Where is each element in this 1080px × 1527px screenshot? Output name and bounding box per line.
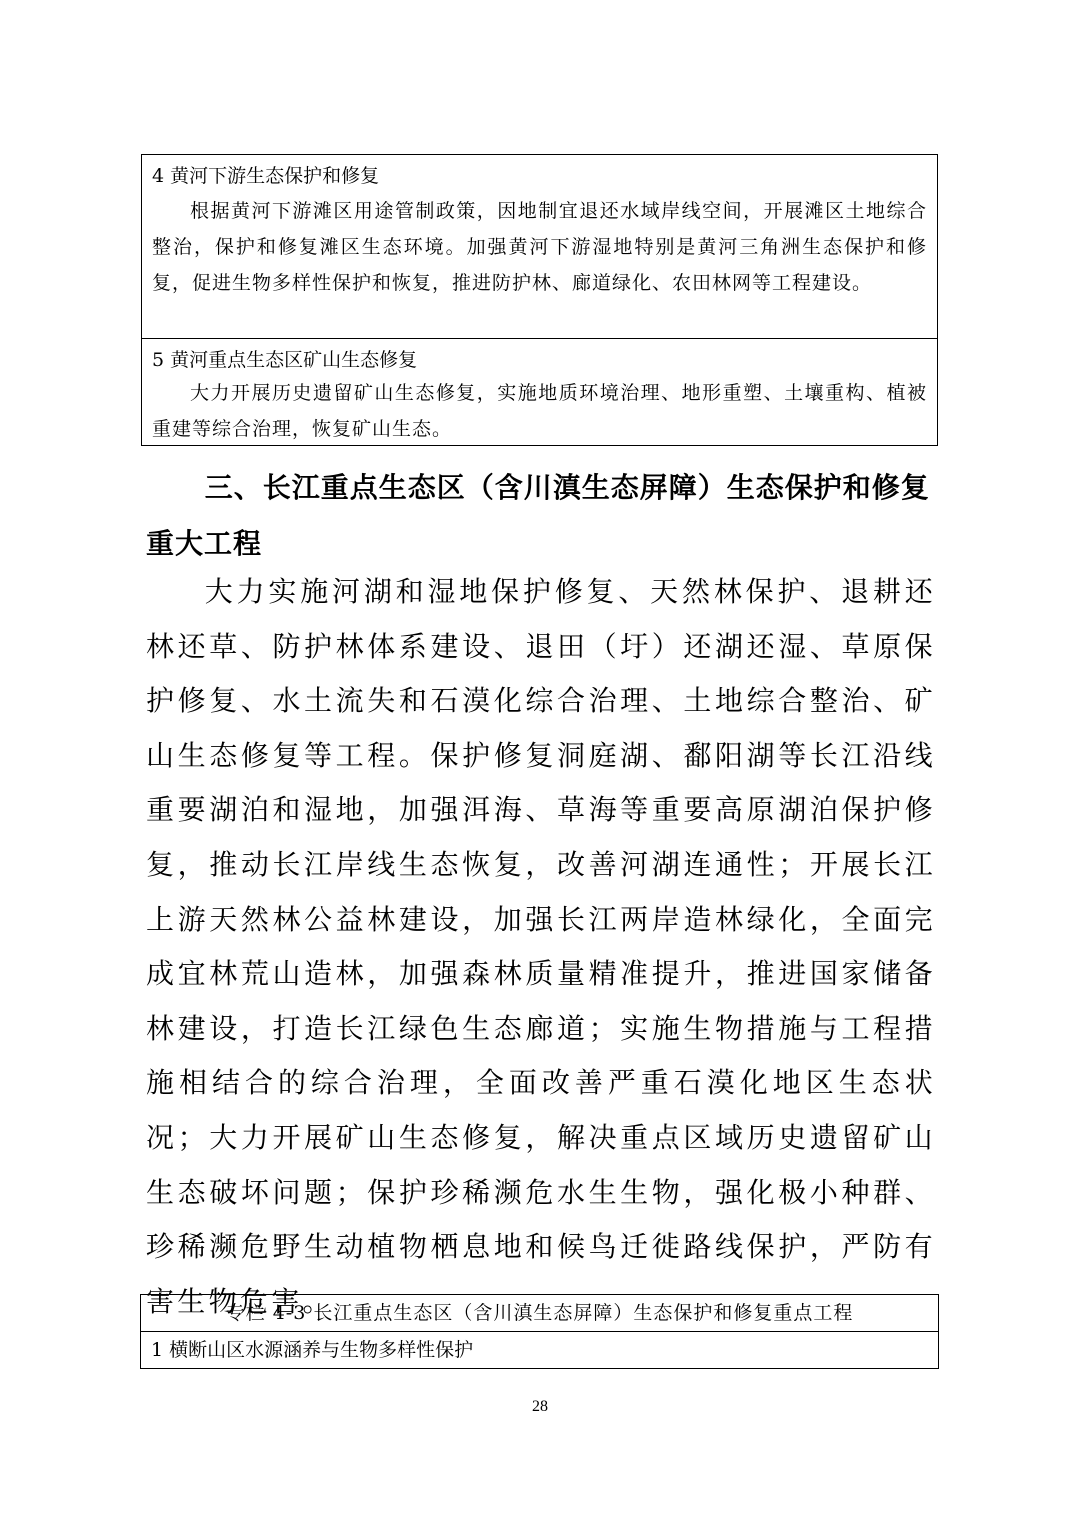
page-number: 28 xyxy=(532,1398,548,1415)
column-box-caption: 专栏 4-3 长江重点生态区（含川滇生态屏障）生态保护和修复重点工程 xyxy=(141,1295,938,1332)
box-item-5-text: 大力开展历史遗留矿山生态修复，实施地质环境治理、地形重塑、土壤重构、植被重建等综合治理，恢复矿山生态。 xyxy=(152,382,927,440)
box-item-5-title: 5 黄河重点生态区矿山生态修复 xyxy=(152,349,418,371)
column-box-4-3 xyxy=(140,1294,939,1369)
section-heading: 三、长江重点生态区（含川滇生态屏障）生态保护和修复重大工程 xyxy=(146,471,930,560)
project-box-item-4 xyxy=(141,154,938,338)
box-item-4-title: 4 黄河下游生态保护和修复 xyxy=(152,165,380,187)
project-box-item-5 xyxy=(141,338,938,446)
box-item-4-text: 根据黄河下游滩区用途管制政策，因地制宜退还水域岸线空间，开展滩区土地综合整治，保护和修复滩区生态环境。加强黄河下游湿地特别是黄河三角洲生态保护和修复，促进生物多样性保护和恢复，推进防护林、廊道绿化、农田林网等工程建设。 xyxy=(152,200,927,294)
body-paragraph: 大力实施河湖和湿地保护修复、天然林保护、退耕还林还草、防护林体系建设、退田（圩）还湖还湿、草原保护修复、水土流失和石漠化综合治理、土地综合整治、矿山生态修复等工程。保护修复洞庭湖、鄱阳湖等长江沿线重要湖泊和湿地，加强洱海、草海等重要高原湖泊保护修复，推动长江岸线生态恢复，改善河湖连通性；开展长江上游天然林公益林建设，加强长江两岸造林绿化，全面完成宜林荒山造林，加强森林质量精准提升，推进国家储备林建设，打造长江绿色生态廊道；实施生物措施与工程措施相结合的综合治理，全面改善严重石漠化地区生态状况；大力开展矿山生态修复，解决重点区域历史遗留矿山生态破坏问题；保护珍稀濒危水生生物，强化极小种群、珍稀濒危野生动植物栖息地和候鸟迁徙路线保护，严防有害生物危害。 xyxy=(146,575,936,1318)
column-box-row-1: 1 横断山区水源涵养与生物多样性保护 xyxy=(151,1339,474,1361)
